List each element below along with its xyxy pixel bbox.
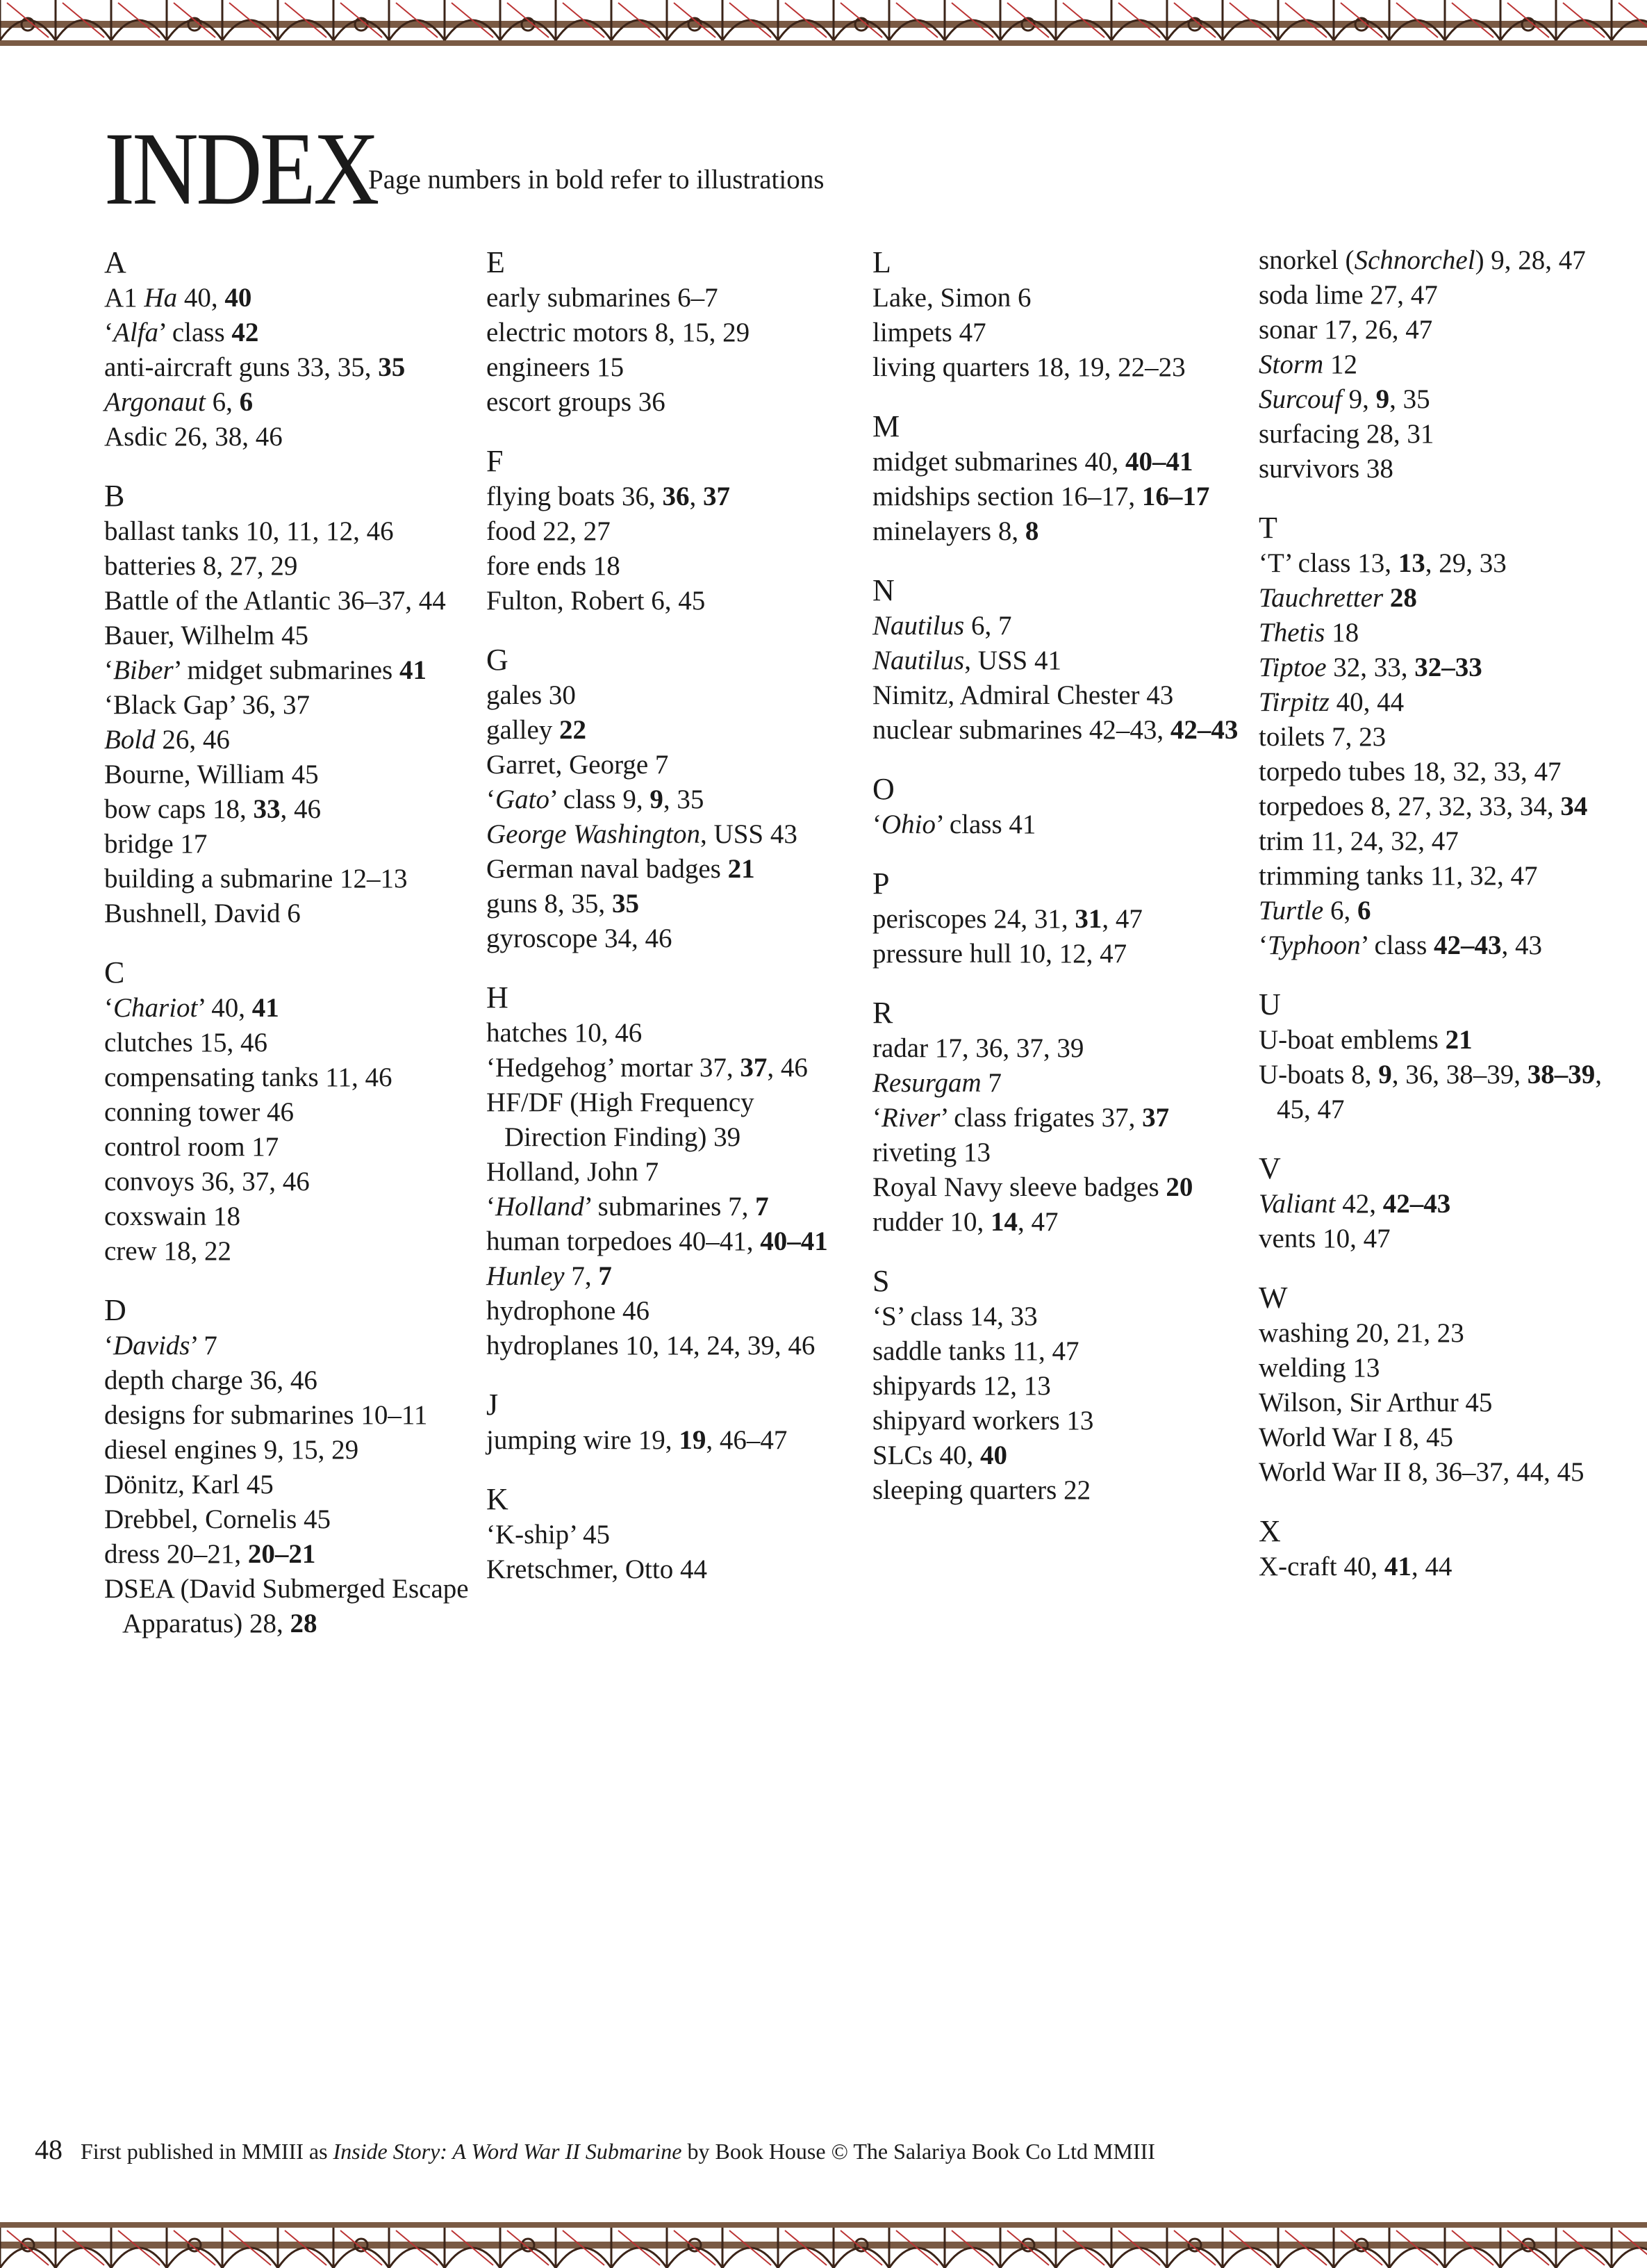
index-entry: midships section 16–17, 16–17 <box>872 482 1210 511</box>
index-entry: Nimitz, Admiral Chester 43 <box>872 680 1174 710</box>
section-letter: G <box>486 643 508 677</box>
index-entry: soda lime 27, 47 <box>1259 280 1438 310</box>
index-entry: hydrophone 46 <box>486 1296 650 1326</box>
index-entry: guns 8, 35, 35 <box>486 889 639 919</box>
index-entry: minelayers 8, 8 <box>872 516 1039 546</box>
index-entry: SLCs 40, 40 <box>872 1440 1007 1470</box>
index-entry: A1 Ha 40, 40 <box>104 283 252 313</box>
section-letter: T <box>1259 511 1277 545</box>
index-entry: human torpedoes 40–41, 40–41 <box>486 1226 828 1256</box>
index-entry: U-boat emblems 21 <box>1259 1025 1473 1055</box>
index-subtitle: Page numbers in bold refer to illustrations <box>368 165 825 195</box>
index-entry: ‘Hedgehog’ mortar 37, 37, 46 <box>486 1053 808 1083</box>
index-entry: torpedo tubes 18, 32, 33, 47 <box>1259 757 1562 787</box>
section-letter: J <box>486 1388 499 1422</box>
index-entry: ‘T’ class 13, 13, 29, 33 <box>1259 548 1507 578</box>
section-letter: M <box>872 409 900 443</box>
section-letter: X <box>1259 1514 1281 1548</box>
section-letter: O <box>872 772 895 806</box>
index-entry: Argonaut 6, 6 <box>104 387 254 417</box>
index-entry: conning tower 46 <box>104 1097 294 1127</box>
truss-illustration-bottom <box>0 2219 1647 2268</box>
index-entry: rudder 10, 14, 47 <box>872 1207 1059 1237</box>
index-entry: escort groups 36 <box>486 387 665 417</box>
index-entry: Lake, Simon 6 <box>872 283 1032 313</box>
section-letter: C <box>104 955 125 989</box>
index-entry: DSEA (David Submerged Escape Apparatus) 28, 28 <box>104 1574 469 1638</box>
index-entry: compensating tanks 11, 46 <box>104 1062 392 1092</box>
index-entry: George Washington, USS 43 <box>486 819 797 849</box>
index-entry: shipyard workers 13 <box>872 1406 1094 1436</box>
page-number: 48 <box>35 2134 63 2165</box>
index-entry: surfacing 28, 31 <box>1259 419 1434 449</box>
section-letter: K <box>486 1482 508 1516</box>
index-entry: riveting 13 <box>872 1137 991 1167</box>
index-entry: trimming tanks 11, 32, 47 <box>1259 861 1538 891</box>
index-entry: World War I 8, 45 <box>1259 1422 1454 1452</box>
index-entry: ‘Chariot’ 40, 41 <box>104 993 279 1023</box>
section-letter: H <box>486 980 508 1014</box>
index-entry: survivors 38 <box>1259 454 1393 484</box>
index-entry: anti-aircraft guns 33, 35, 35 <box>104 352 406 382</box>
index-entry: snorkel (Schnorchel) 9, 28, 47 <box>1259 245 1586 275</box>
index-entry: Turtle 6, 6 <box>1259 896 1371 926</box>
section-letter: W <box>1259 1281 1288 1315</box>
index-entry: Hunley 7, 7 <box>486 1261 612 1291</box>
section-letter: U <box>1259 987 1281 1021</box>
index-entry: dress 20–21, 20–21 <box>104 1539 316 1569</box>
index-entry: World War II 8, 36–37, 44, 45 <box>1259 1457 1584 1487</box>
index-entry: jumping wire 19, 19, 46–47 <box>486 1425 788 1455</box>
index-entry: depth charge 36, 46 <box>104 1365 317 1395</box>
decorative-bottom-band <box>0 2219 1647 2268</box>
index-entry: electric motors 8, 15, 29 <box>486 318 750 347</box>
decorative-top-band <box>0 0 1647 49</box>
section-letter: P <box>872 866 890 901</box>
index-entry: galley 22 <box>486 715 587 745</box>
index-entry: Surcouf 9, 9, 35 <box>1259 384 1430 414</box>
section-letter: B <box>104 479 125 513</box>
index-entry: building a submarine 12–13 <box>104 864 408 894</box>
index-entry: food 22, 27 <box>486 516 611 546</box>
index-entry: living quarters 18, 19, 22–23 <box>872 352 1186 382</box>
index-entry: hatches 10, 46 <box>486 1018 643 1048</box>
index-entry: ‘Alfa’ class 42 <box>104 318 259 347</box>
index-entry: ‘S’ class 14, 33 <box>872 1301 1038 1331</box>
index-entry: Bauer, Wilhelm 45 <box>104 621 309 650</box>
index-entry: ‘Biber’ midget submarines 41 <box>104 655 427 685</box>
index-entry: Bourne, William 45 <box>104 759 319 789</box>
index-entry: crew 18, 22 <box>104 1236 232 1266</box>
index-entry: diesel engines 9, 15, 29 <box>104 1435 359 1465</box>
section-letter: F <box>486 444 504 478</box>
index-entry: Resurgam 7 <box>872 1068 1002 1098</box>
index-entry: Garret, George 7 <box>486 750 669 780</box>
index-entry: Drebbel, Cornelis 45 <box>104 1504 331 1534</box>
index-entry: Bushnell, David 6 <box>104 898 301 928</box>
index-entry: X-craft 40, 41, 44 <box>1259 1552 1452 1581</box>
index-entry: toilets 7, 23 <box>1259 722 1387 752</box>
section-letter: R <box>872 996 893 1030</box>
index-entry: shipyards 12, 13 <box>872 1371 1051 1401</box>
index-entry: midget submarines 40, 40–41 <box>872 447 1193 477</box>
index-entry: sleeping quarters 22 <box>872 1475 1091 1505</box>
publication-credit: First published in MMIII as Inside Story: A Word War II Submarine by Book House © The Salariya Book Co Ltd MMIII <box>81 2139 1155 2164</box>
index-entry: Storm 12 <box>1259 350 1357 379</box>
section-letter: V <box>1259 1151 1281 1185</box>
index-entry: fore ends 18 <box>486 551 620 581</box>
index-column-4 <box>1259 243 1634 1584</box>
index-entry: HF/DF (High Frequency Direction Finding) 39 <box>486 1087 754 1152</box>
index-entry: limpets 47 <box>872 318 986 347</box>
index-column-2 <box>486 243 861 1587</box>
index-entry: convoys 36, 37, 46 <box>104 1167 310 1197</box>
index-entry: ‘River’ class frigates 37, 37 <box>872 1103 1170 1133</box>
index-entry: vents 10, 47 <box>1259 1224 1391 1254</box>
index-entry: designs for submarines 10–11 <box>104 1400 428 1430</box>
index-entry: ballast tanks 10, 11, 12, 46 <box>104 516 394 546</box>
index-entry: Kretschmer, Otto 44 <box>486 1554 707 1584</box>
index-entry: Bold 26, 46 <box>104 725 230 755</box>
index-entry: Tiptoe 32, 33, 32–33 <box>1259 652 1482 682</box>
index-entry: clutches 15, 46 <box>104 1028 268 1058</box>
index-entry: nuclear submarines 42–43, 42–43 <box>872 715 1239 745</box>
index-entry: Holland, John 7 <box>486 1157 659 1187</box>
page-title: INDEX <box>104 111 377 227</box>
index-entry: German naval badges 21 <box>486 854 755 884</box>
index-entry: Nautilus, USS 41 <box>872 646 1061 675</box>
index-entry: ‘Typhoon’ class 42–43, 43 <box>1259 930 1543 960</box>
index-entry: control room 17 <box>104 1132 279 1162</box>
index-entry: engineers 15 <box>486 352 624 382</box>
index-entry: flying boats 36, 36, 37 <box>486 482 730 511</box>
index-entry: Royal Navy sleeve badges 20 <box>872 1172 1193 1202</box>
index-entry: Valiant 42, 42–43 <box>1259 1189 1451 1219</box>
index-entry: Thetis 18 <box>1259 618 1359 648</box>
index-entry: ‘Black Gap’ 36, 37 <box>104 690 311 720</box>
index-entry: Fulton, Robert 6, 45 <box>486 586 706 616</box>
index-column-1 <box>104 243 479 1641</box>
section-letter: A <box>104 245 126 279</box>
index-entry: U-boats 8, 9, 36, 38–39, 38–39, 45, 47 <box>1259 1060 1602 1124</box>
index-entry: ‘Gato’ class 9, 9, 35 <box>486 784 704 814</box>
index-entry: coxswain 18 <box>104 1201 241 1231</box>
index-entry: Tirpitz 40, 44 <box>1259 687 1405 717</box>
index-entry: welding 13 <box>1259 1353 1380 1383</box>
index-entry: periscopes 24, 31, 31, 47 <box>872 904 1143 934</box>
index-entry: bridge 17 <box>104 829 208 859</box>
index-entry: ‘Holland’ submarines 7, 7 <box>486 1192 769 1222</box>
index-entry: saddle tanks 11, 47 <box>872 1336 1079 1366</box>
index-entry: Asdic 26, 38, 46 <box>104 422 283 452</box>
index-entry: Wilson, Sir Arthur 45 <box>1259 1388 1493 1418</box>
section-letter: L <box>872 245 891 279</box>
section-letter: E <box>486 245 505 279</box>
section-letter: S <box>872 1264 890 1298</box>
index-entry: hydroplanes 10, 14, 24, 39, 46 <box>486 1331 816 1361</box>
index-entry: Nautilus 6, 7 <box>872 611 1012 641</box>
truss-illustration-top <box>0 0 1647 49</box>
index-entry: radar 17, 36, 37, 39 <box>872 1033 1084 1063</box>
index-entry: gales 30 <box>486 680 576 710</box>
section-letter: D <box>104 1293 126 1327</box>
index-entry: Battle of the Atlantic 36–37, 44 <box>104 586 446 616</box>
index-entry: early submarines 6–7 <box>486 283 718 313</box>
index-entry: pressure hull 10, 12, 47 <box>872 939 1127 969</box>
index-entry: batteries 8, 27, 29 <box>104 551 298 581</box>
index-column-3 <box>872 243 1248 1508</box>
index-entry: torpedoes 8, 27, 32, 33, 34, 34 <box>1259 791 1588 821</box>
section-letter: N <box>872 573 895 607</box>
index-entry: ‘K-ship’ 45 <box>486 1520 610 1550</box>
index-entry: sonar 17, 26, 47 <box>1259 315 1433 345</box>
index-entry: Tauchretter 28 <box>1259 583 1417 613</box>
index-entry: ‘Ohio’ class 41 <box>872 810 1036 839</box>
index-entry: Dönitz, Karl 45 <box>104 1470 274 1499</box>
index-entry: ‘Davids’ 7 <box>104 1331 217 1361</box>
index-entry: bow caps 18, 33, 46 <box>104 794 321 824</box>
index-entry: washing 20, 21, 23 <box>1259 1318 1464 1348</box>
index-entry: trim 11, 24, 32, 47 <box>1259 826 1459 856</box>
page-footer <box>35 2133 1155 2166</box>
index-entry: gyroscope 34, 46 <box>486 923 672 953</box>
